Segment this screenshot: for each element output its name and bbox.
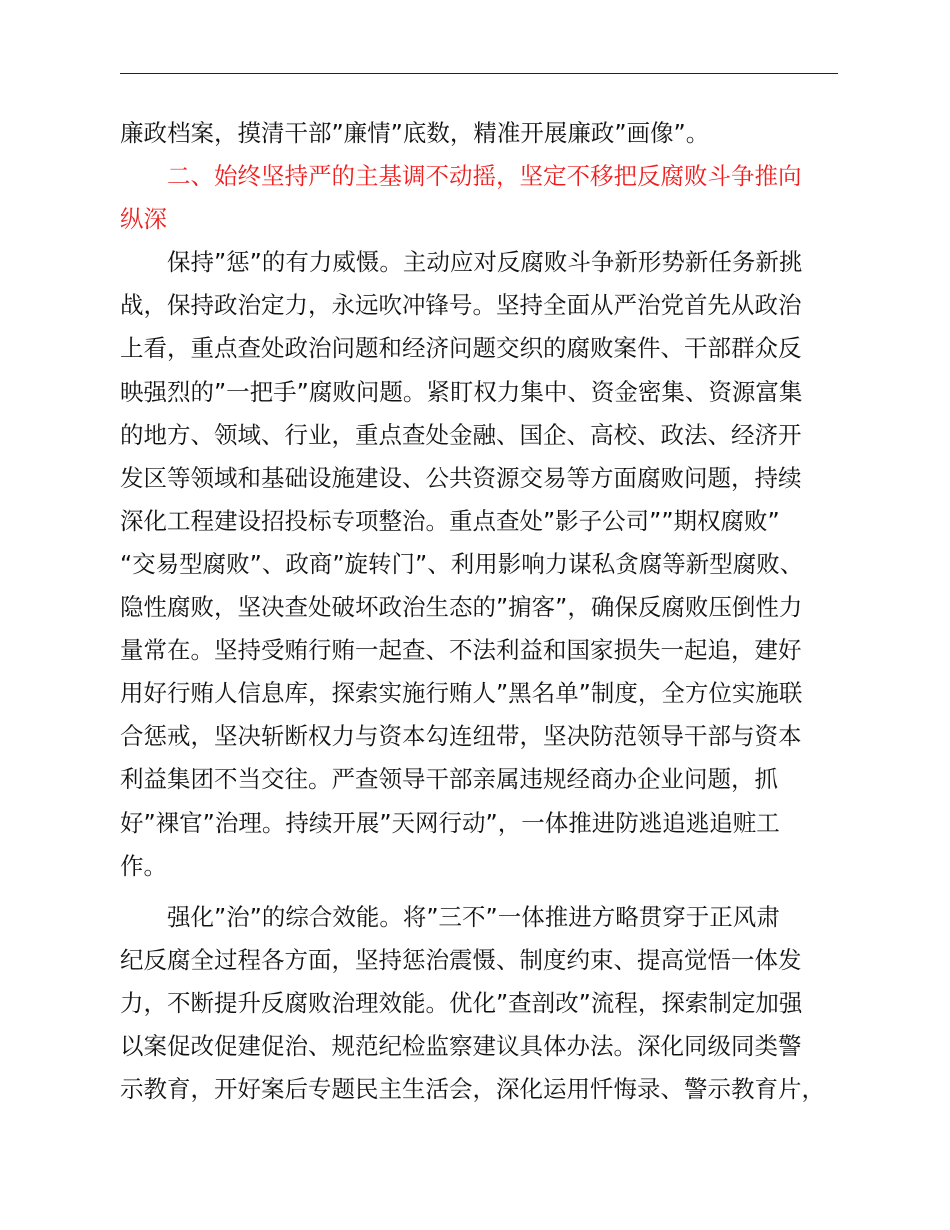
paragraph-line: 示教育，开好案后专题民主生活会，深化运用忏悔录、警示教育片，	[120, 1075, 825, 1104]
paragraph-line: 用好行贿人信息库，探索实施行贿人”黑名单”制度，全方位实施联	[120, 679, 803, 708]
header-rule	[120, 73, 838, 74]
paragraph-line: 合惩戒，坚决斩断权力与资本勾连纽带，坚决防范领导干部与资本	[120, 722, 802, 751]
paragraph-line: 强化”治”的综合效能。将”三不”一体推进方略贯穿于正风肃	[167, 902, 780, 931]
paragraph-line: “交易型腐败”、政商”旋转门”、利用影响力谋私贪腐等新型腐败、	[120, 549, 804, 578]
paragraph-line: 作。	[120, 851, 167, 880]
paragraph-line: 利益集团不当交往。严查领导干部亲属违规经商办企业问题，抓	[120, 765, 778, 794]
paragraph-line: 力，不断提升反腐败治理效能。优化”查剖改”流程，探索制定加强	[120, 988, 803, 1017]
paragraph-gap	[120, 888, 838, 896]
paragraph-line: 保持”惩”的有力威慑。主动应对反腐败斗争新形势新任务新挑	[167, 248, 803, 277]
document-body	[120, 112, 838, 1111]
paragraph-line: 发区等领域和基础设施建设、公共资源交易等方面腐败问题，持续	[120, 463, 802, 492]
section-heading-line: 二、始终坚持严的主基调不动摇，坚定不移把反腐败斗争推向	[167, 162, 802, 191]
paragraph-line: 廉政档案，摸清干部”廉情”底数，精准开展廉政”画像”。	[120, 119, 710, 147]
paragraph-line: 战，保持政治定力，永远吹冲锋号。坚持全面从严治党首先从政治	[120, 291, 802, 320]
paragraph-line: 纪反腐全过程各方面，坚持惩治震慑、制度约束、提高觉悟一体发	[120, 945, 802, 974]
paragraph-line: 隐性腐败，坚决查处破坏政治生态的”掮客”，确保反腐败压倒性力	[120, 593, 803, 622]
paragraph-line: 好”裸官”治理。持续开展”天网行动”，一体推进防逃追逃追赃工	[120, 808, 780, 837]
paragraph-line: 深化工程建设招投标专项整治。重点查处”影子公司””期权腐败”	[120, 506, 780, 535]
section-heading-line: 纵深	[120, 205, 167, 234]
paragraph-line: 映强烈的”一把手”腐败问题。紧盯权力集中、资金密集、资源富集	[120, 377, 803, 406]
paragraph-line: 的地方、领域、行业，重点查处金融、国企、高校、政法、经济开	[120, 420, 802, 449]
paragraph-line: 上看，重点查处政治问题和经济问题交织的腐败案件、干部群众反	[120, 334, 802, 363]
paragraph-line: 以案促改促建促治、规范纪检监察建议具体办法。深化同级同类警	[120, 1031, 802, 1060]
paragraph-line: 量常在。坚持受贿行贿一起查、不法利益和国家损失一起追，建好	[120, 636, 802, 665]
